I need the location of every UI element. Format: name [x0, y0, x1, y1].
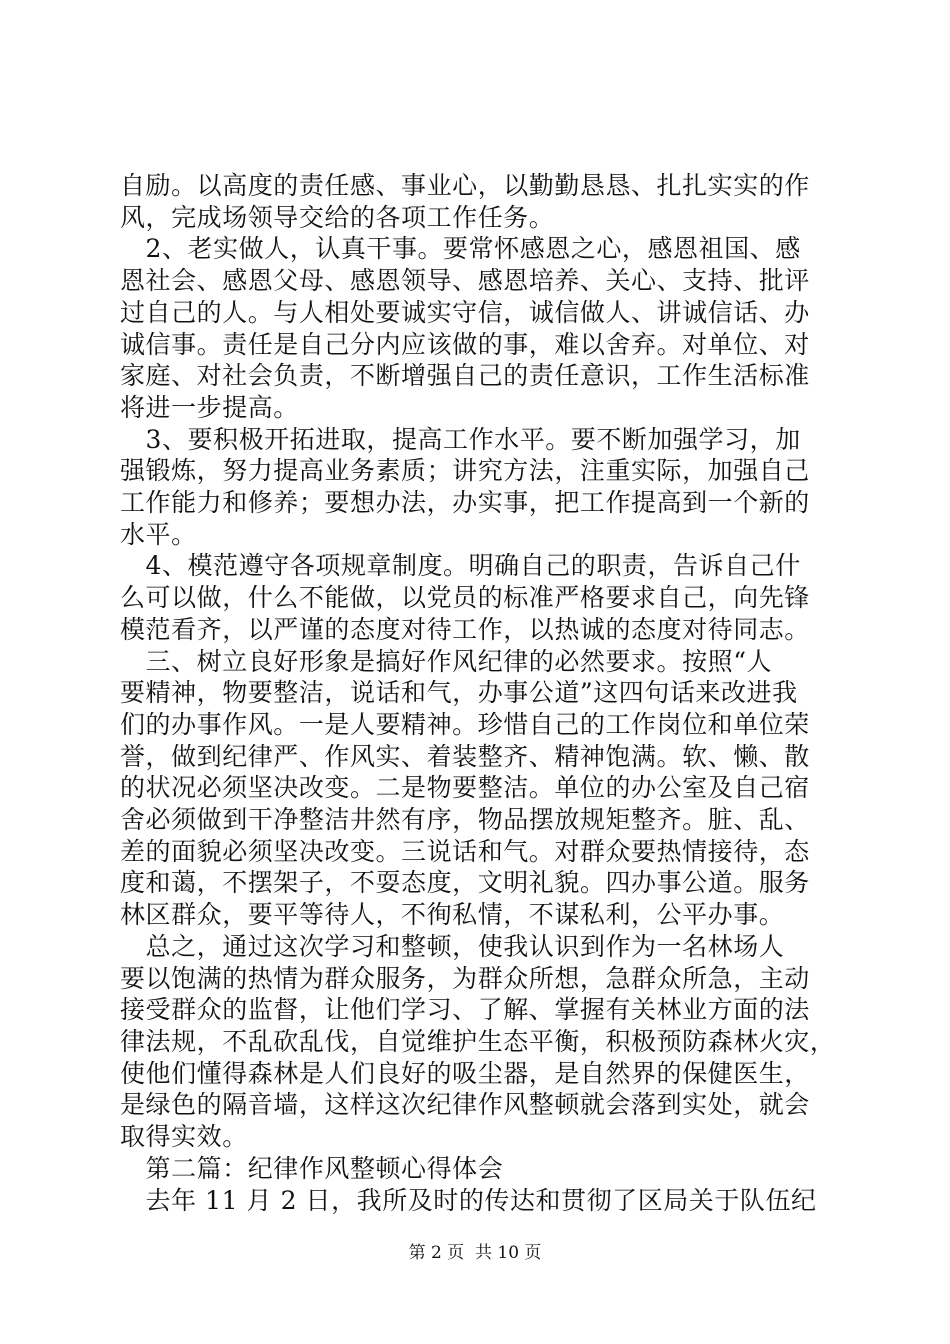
paragraph-first-line: 三、树立良好形象是搞好作风纪律的必然要求。按照“人 — [120, 646, 773, 676]
text-line: 们的办事作风。一是人要精神。珍惜自己的工作岗位和单位荣 — [120, 709, 810, 739]
text-line: 律法规，不乱砍乱伐，自觉维护生态平衡，积极预防森林火灾， — [120, 1026, 836, 1056]
paragraph-first-line: 4、模范遵守各项规章制度。明确自己的职责，告诉自己什 — [120, 551, 801, 581]
text-line: 将进一步提高。 — [120, 392, 299, 422]
paragraph-first-line: 3、要积极开拓进取，提高工作水平。要不断加强学习，加 — [120, 424, 801, 454]
text-line: 风，完成场领导交给的各项工作任务。 — [120, 202, 555, 232]
text-line: 诚信事。责任是自己分内应该做的事，难以舍弃。对单位、对 — [120, 329, 810, 359]
page-footer: 第 2 页 共 10 页 — [408, 1243, 542, 1263]
text-line: 的状况必须坚决改变。二是物要整洁。单位的办公室及自己宿 — [120, 773, 810, 803]
paragraph-first-line: 总之，通过这次学习和整顿，使我认识到作为一名林场人 — [120, 931, 785, 961]
text-line: 水平。 — [120, 519, 197, 549]
text-line: 模范看齐，以严谨的态度对待工作，以热诚的态度对待同志。 — [120, 614, 810, 644]
text-line: 林区群众，要平等待人，不徇私情，不谋私利，公平办事。 — [120, 900, 785, 930]
text-line: 使他们懂得森林是人们良好的吸尘器，是自然界的保健医生， — [120, 1058, 810, 1088]
document-body — [120, 170, 835, 1216]
text-line: 么可以做，什么不能做，以党员的标准严格要求自己，向先锋 — [120, 583, 810, 613]
paragraph-first-line: 2、老实做人，认真干事。要常怀感恩之心，感恩祖国、感 — [120, 234, 801, 264]
paragraph-first-line: 第二篇：纪律作风整顿心得体会 — [120, 1153, 504, 1183]
text-line: 取得实效。 — [120, 1122, 248, 1152]
text-line: 舍必须做到干净整洁井然有序，物品摆放规矩整齐。脏、乱、 — [120, 805, 810, 835]
text-line: 要精神，物要整洁，说话和气，办事公道”这四句话来改进我 — [120, 678, 798, 708]
text-line: 工作能力和修养；要想办法，办实事，把工作提高到一个新的 — [120, 488, 810, 518]
text-line: 度和蔼，不摆架子，不耍态度，文明礼貌。四办事公道。服务 — [120, 868, 810, 898]
paragraph-first-line: 去年 11 月 2 日，我所及时的传达和贯彻了区局关于队伍纪 — [120, 1185, 817, 1215]
text-line: 自励。以高度的责任感、事业心，以勤勤恳恳、扎扎实实的作 — [120, 171, 810, 200]
text-line: 接受群众的监督，让他们学习、了解、掌握有关林业方面的法 — [120, 995, 810, 1025]
text-line: 差的面貌必须坚决改变。三说话和气。对群众要热情接待，态 — [120, 836, 810, 866]
text-line: 要以饱满的热情为群众服务，为群众所想，急群众所急，主动 — [120, 963, 810, 993]
text-line: 誉，做到纪律严、作风实、着装整齐、精神饱满。软、懒、散 — [120, 741, 810, 771]
text-line: 过自己的人。与人相处要诚实守信，诚信做人、讲诚信话、办 — [120, 297, 810, 327]
text-line: 强锻炼，努力提高业务素质；讲究方法，注重实际，加强自己 — [120, 456, 810, 486]
text-line: 是绿色的隔音墙，这样这次纪律作风整顿就会落到实处，就会 — [120, 1090, 810, 1120]
text-line: 恩社会、感恩父母、感恩领导、感恩培养、关心、支持、批评 — [120, 266, 810, 296]
text-line: 家庭、对社会负责，不断增强自己的责任意识，工作生活标准 — [120, 361, 810, 391]
